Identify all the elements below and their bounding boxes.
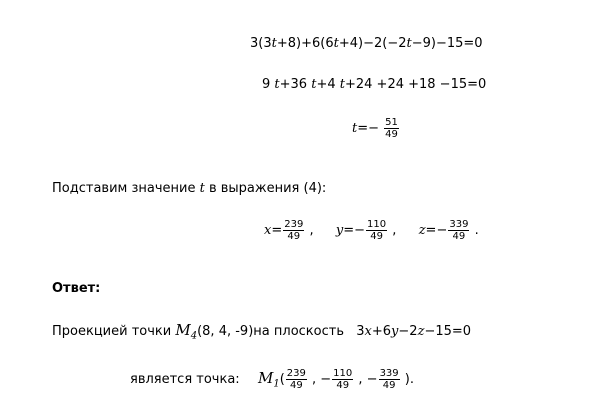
equation-2 [262,77,486,93]
y-numerator: 110 [367,219,387,230]
projection-text-1: Проекцией точки [52,324,176,339]
result-text: является точка: [130,372,244,387]
eq1-var-t: t [271,36,277,51]
m1-y-fraction [332,368,353,391]
plane-coef-4: −15=0 [424,324,472,339]
x-separator: , [305,223,314,238]
fraction-t [384,117,399,140]
result-close: ). [400,372,414,387]
result-sentence [130,365,414,398]
result-separator-2: , − [354,372,378,387]
x-variable: x [264,223,272,238]
m1-y-denominator: 49 [336,380,350,391]
equation-3-solution [352,116,400,142]
y-equals: =− [343,223,366,238]
plane-coef-1: 3 [356,324,365,339]
result-open-paren: ( [279,372,285,387]
plane-var-y: y [391,324,399,339]
projection-text-2: на плоскость [253,324,349,339]
z-numerator: 339 [449,219,469,230]
y-separator: , [388,223,397,238]
substitute-text-after: в выражения (4): [204,181,327,196]
point-m1: M [257,369,274,387]
eq3-var-t: t [352,121,358,136]
eq1-part-1: 3(3 [250,36,272,51]
eq2-part-3: +4 [316,77,340,92]
y-fraction [366,219,387,242]
plane-var-z: z [417,324,425,339]
m1-x-fraction [286,368,307,391]
plane-var-x: x [364,324,372,339]
x-fraction [283,219,304,242]
z-end: . [470,223,479,238]
x-denominator: 49 [287,231,301,242]
eq2-var-t: t [274,77,280,92]
eq1-var-t: t [406,36,412,51]
plane-coef-2: +6 [371,324,392,339]
point-m4-subscript: 4 [190,330,198,342]
z-fraction [448,219,469,242]
equation-1 [250,36,483,52]
eq2-part-4: +24 +24 +18 −15=0 [344,77,487,92]
fraction-denominator: 49 [385,129,398,140]
projection-sentence [52,322,471,345]
x-equals: = [271,223,283,238]
point-m4-coords: (8, 4, -9) [197,324,254,339]
plane-coef-3: −2 [398,324,418,339]
eq1-part-2: +8)+6(6 [276,36,334,51]
z-variable: z [418,223,426,238]
xyz-values [264,218,479,244]
eq2-var-t: t [311,77,317,92]
y-variable: y [335,223,344,238]
m1-z-fraction [379,368,400,391]
substitute-text-before: Подставим значение [52,181,200,196]
eq2-part-2: +36 [279,77,312,92]
m1-z-denominator: 49 [382,380,396,391]
y-denominator: 49 [370,231,383,242]
m1-z-numerator: 339 [379,368,399,379]
eq1-var-t: t [333,36,339,51]
m1-x-numerator: 239 [286,368,306,379]
eq2-var-t: t [339,77,345,92]
result-separator-1: , − [307,372,332,387]
eq1-part-4: −9)−15=0 [411,36,483,51]
fraction-numerator: 51 [385,117,398,128]
point-m4: M [175,321,191,339]
m1-x-denominator: 49 [289,380,303,391]
eq2-part-1: 9 [262,77,275,92]
substitute-sentence [52,181,326,197]
point-m1-subscript: 1 [273,378,280,390]
z-equals: =− [425,223,448,238]
m1-y-numerator: 110 [333,368,353,379]
x-numerator: 239 [284,219,304,230]
eq1-part-3: +4)−2(−2 [338,36,407,51]
z-denominator: 49 [452,231,466,242]
answer-heading: Ответ: [52,281,101,296]
eq3-equals: =− [357,121,380,136]
substitute-var-t: t [199,181,205,196]
